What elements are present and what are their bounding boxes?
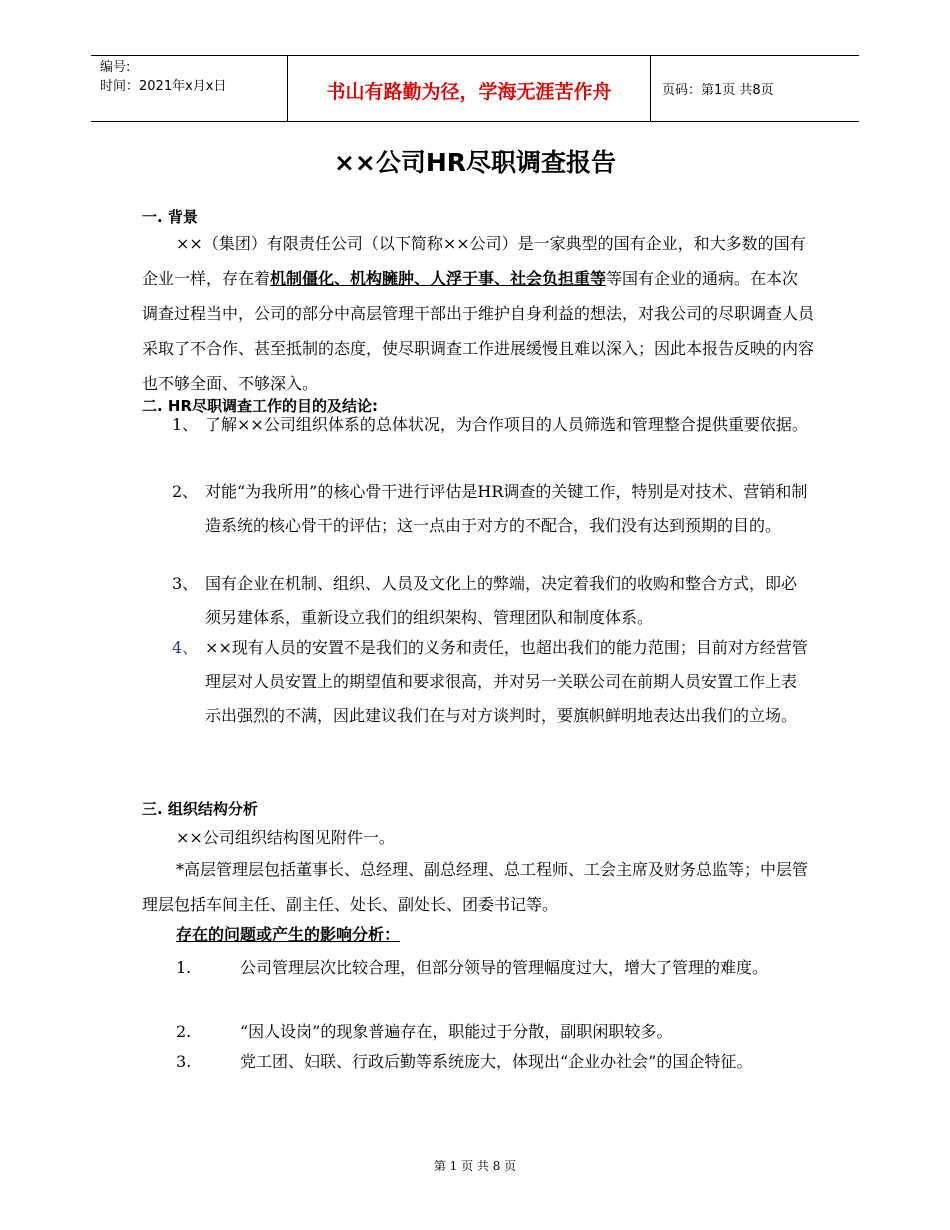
- section1-text-b: 等国有企业的通病。在本次调查过程当中，公司的部分中高层管理干部出于维护自身利益的想法，对我公司的尽职调查人员采取了不合作、甚至抵制的态度，使尽职调查工作进展缓慢且难以深入；因此本报告反映的内容也不够全面、不够深入。: [142, 269, 815, 393]
- section3-item-3: [176, 1046, 816, 1078]
- item-text: “因人设岗”的现象普遍存在，职能过于分散，副职闲职较多。: [240, 1022, 673, 1041]
- header-divider-right: [650, 55, 651, 121]
- item-number: 2、: [172, 482, 199, 501]
- section3-paragraph-2: *高层管理层包括董事长、总经理、副总经理、总工程师、工会主席及财务总监等；中层管理层包括车间主任、副主任、处长、副处长、团委书记等。: [142, 860, 809, 914]
- header-bottom-rule: [91, 121, 859, 122]
- item-text: 对能“为我所用”的核心骨干进行评估是HR调查的关键工作，特别是对技术、营销和制造系统的核心骨干的评估；这一点由于对方的不配合，我们没有达到预期的目的。: [205, 482, 808, 535]
- item-number: 1.: [176, 958, 192, 977]
- header-doc-info: [100, 58, 226, 96]
- section1-paragraph: [142, 226, 814, 401]
- header-page-info: 页码：第1页 共8页: [662, 83, 774, 98]
- item-number: 3、: [172, 574, 199, 593]
- item-text: 党工团、妇联、行政后勤等系统庞大，体现出“企业办社会”的国企特征。: [240, 1052, 753, 1071]
- section3-item-2: [176, 1016, 816, 1048]
- section1-text-a: ××（集团）有限责任公司（以下简称××公司）是一家典型的国有企业，和大多数的国有企业一样，存在着: [142, 234, 806, 288]
- item-number: 2.: [176, 1022, 192, 1041]
- item-number: 3.: [176, 1052, 192, 1071]
- section1-heading: 一. 背景: [142, 208, 198, 226]
- item-text: 了解××公司组织体系的总体状况，为合作项目的人员筛选和管理整合提供重要依据。: [205, 415, 808, 434]
- item-number: 1、: [172, 415, 199, 434]
- doc-number-label: 编号:: [100, 60, 131, 75]
- section2-item-4: [172, 631, 812, 733]
- section2-item-2: [172, 475, 812, 543]
- doc-date: 时间：2021年x月x日: [100, 79, 227, 94]
- header-top-rule: [91, 55, 859, 56]
- section2-item-1: [172, 408, 812, 442]
- section2-heading: 二. HR尽职调查工作的目的及结论:: [142, 397, 379, 415]
- item-text: ××现有人员的安置不是我们的义务和责任，也超出我们的能力范围；目前对方经营管理层对人员安置上的期望值和要求很高，并对另一关联公司在前期人员安置工作上表示出强烈的不满，因此建议我们在与对方谈判时，要旗帜鲜明地表达出我们的立场。: [205, 638, 808, 725]
- section1-emphasis: 机制僵化、机构臃肿、人浮于事、社会负担重等: [270, 269, 607, 288]
- section3-item-1: [176, 952, 816, 984]
- item-number: 4、: [172, 638, 199, 657]
- item-text: 国有企业在机制、组织、人员及文化上的弊端，决定着我们的收购和整合方式，即必须另建体系，重新设立我们的组织架构、管理团队和制度体系。: [205, 574, 798, 627]
- section2-item-3: [172, 567, 812, 635]
- document-title: ××公司HR尽职调查报告: [333, 148, 617, 177]
- item-text: 公司管理层次比较合理，但部分领导的管理幅度过大，增大了管理的难度。: [240, 958, 769, 977]
- section3-heading: 三. 组织结构分析: [142, 800, 258, 818]
- section3-subheading: 存在的问题或产生的影响分析：: [176, 925, 401, 944]
- page-footer: 第 1 页 共 8 页: [433, 1159, 517, 1173]
- header-motto: 书山有路勤为径，学海无涯苦作舟: [326, 81, 612, 103]
- section3-paragraph-1: ××公司组织结构图见附件一。: [176, 828, 395, 847]
